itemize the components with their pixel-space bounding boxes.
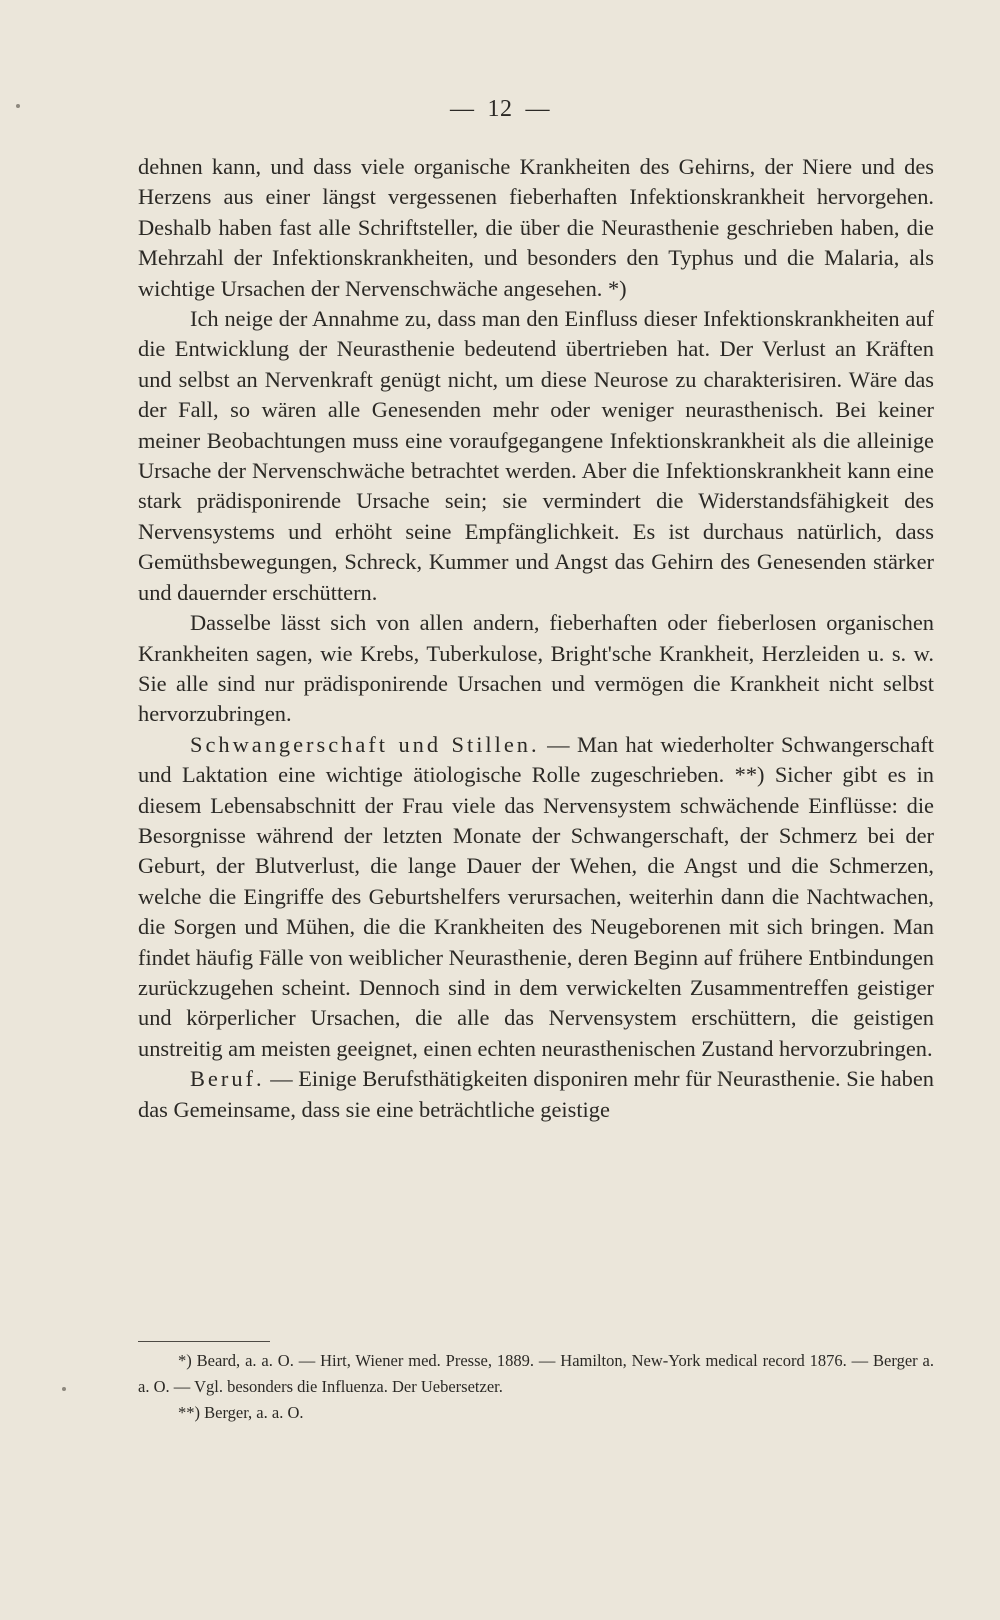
paragraph-3 xyxy=(138,608,934,730)
footnote-1: *) Beard, a. a. O. — Hirt, Wiener med. Presse, 1889. — Hamilton, New-York medical record 1876. — Berger a. a. O. — Vgl. besonders die Influenza. Der Uebersetzer. xyxy=(138,1351,934,1396)
section-heading-beruf: Beruf. xyxy=(190,1066,265,1092)
paragraph-1 xyxy=(138,152,934,304)
paragraph-2-text: Ich neige der Annahme zu, dass man den Einfluss dieser Infektionskrankheiten auf die Entwicklung der Neurasthenie bedeutend übertrieben hat. Der Verlust an Kräften und selbst an Nervenkraft genügt nicht, um diese Neurose zu charakterisiren. Wäre das der Fall, so wären alle Genesenden mehr oder weniger neurasthenisch. Bei keiner meiner Beobachtungen muss eine voraufgegangene Infektionskrankheit als die alleinige Ursache der Nervenschwäche betrachtet werden. Aber die Infektionskrankheit kann eine stark prädisponirende Ursache sein; sie vermindert die Widerstandsfähigkeit des Nervensystems und erhöht seine Empfänglichkeit. Es ist durchaus natürlich, dass Gemüthsbewegungen, Schreck, Kummer und Angst das Gehirn des Genesenden stärker und dauernder erschüttern. xyxy=(138,306,934,605)
paper-speck xyxy=(16,104,20,108)
paragraph-5-text: — Einige Berufsthätigkeiten disponiren mehr für Neurasthenie. Sie haben das Gemeinsame, dass sie eine beträchtliche geistige xyxy=(138,1066,934,1122)
paragraph-5 xyxy=(138,1064,934,1125)
paragraph-3-text: Dasselbe lässt sich von allen andern, fieberhaften oder fieberlosen organischen Krankheiten sagen, wie Krebs, Tuberkulose, Bright'sche Krankheit, Herzleiden u. s. w. Sie alle sind nur prädisponirende Ursachen und vermögen die Krankheit nicht selbst hervorzubringen. xyxy=(138,610,934,727)
body-text xyxy=(138,152,934,1125)
footnote-divider xyxy=(138,1341,270,1342)
footnote-2: **) Berger, a. a. O. xyxy=(178,1403,304,1422)
paragraph-4-text: — Man hat wiederholter Schwangerschaft und Laktation eine wichtige ätiologische Rolle zugeschrieben. **) Sicher gibt es in diesem Lebensabschnitt der Frau viele das Nervensystem schwächende Einflüsse: die Besorgnisse während der letzten Monate der Schwangerschaft, der Schmerz bei der Geburt, der Blutverlust, die lange Dauer der Wehen, die Angst und die Schmerzen, welche die Eingriffe des Geburtshelfers verursachen, weiterhin dann die Nachtwachen, die Sorgen und Mühen, die die Krankheiten des Neugeborenen mit sich bringen. Man findet häufig Fälle von weiblicher Neurasthenie, deren Beginn auf frühere Entbindungen zurückzugehen scheint. Dennoch sind in dem verwickelten Zusammentreffen geistiger und körperlicher Ursachen, die alle das Nervensystem erschüttern, die geistigen unstreitig am meisten geeignet, einen echten neurasthenischen Zustand hervorzubringen. xyxy=(138,731,934,1061)
section-heading-schwangerschaft: Schwangerschaft und Stillen. xyxy=(190,731,540,757)
paragraph-1-text: dehnen kann, und dass viele organische Krankheiten des Gehirns, der Niere und des Herzens aus einer längst vergessenen fieberhaften Infektionskrankheit hervorgehen. Deshalb haben fast alle Schriftsteller, die über die Neurasthenie geschrieben haben, die Mehrzahl der Infektionskrankheiten, und besonders den Typhus und die Malaria, als wichtige Ursachen der Nervenschwäche angesehen. *) xyxy=(138,154,934,301)
paragraph-2 xyxy=(138,304,934,608)
paper-speck xyxy=(62,1387,66,1391)
page-number: — 12 — xyxy=(450,96,550,122)
footnotes xyxy=(138,1348,934,1426)
paragraph-4 xyxy=(138,730,934,1064)
